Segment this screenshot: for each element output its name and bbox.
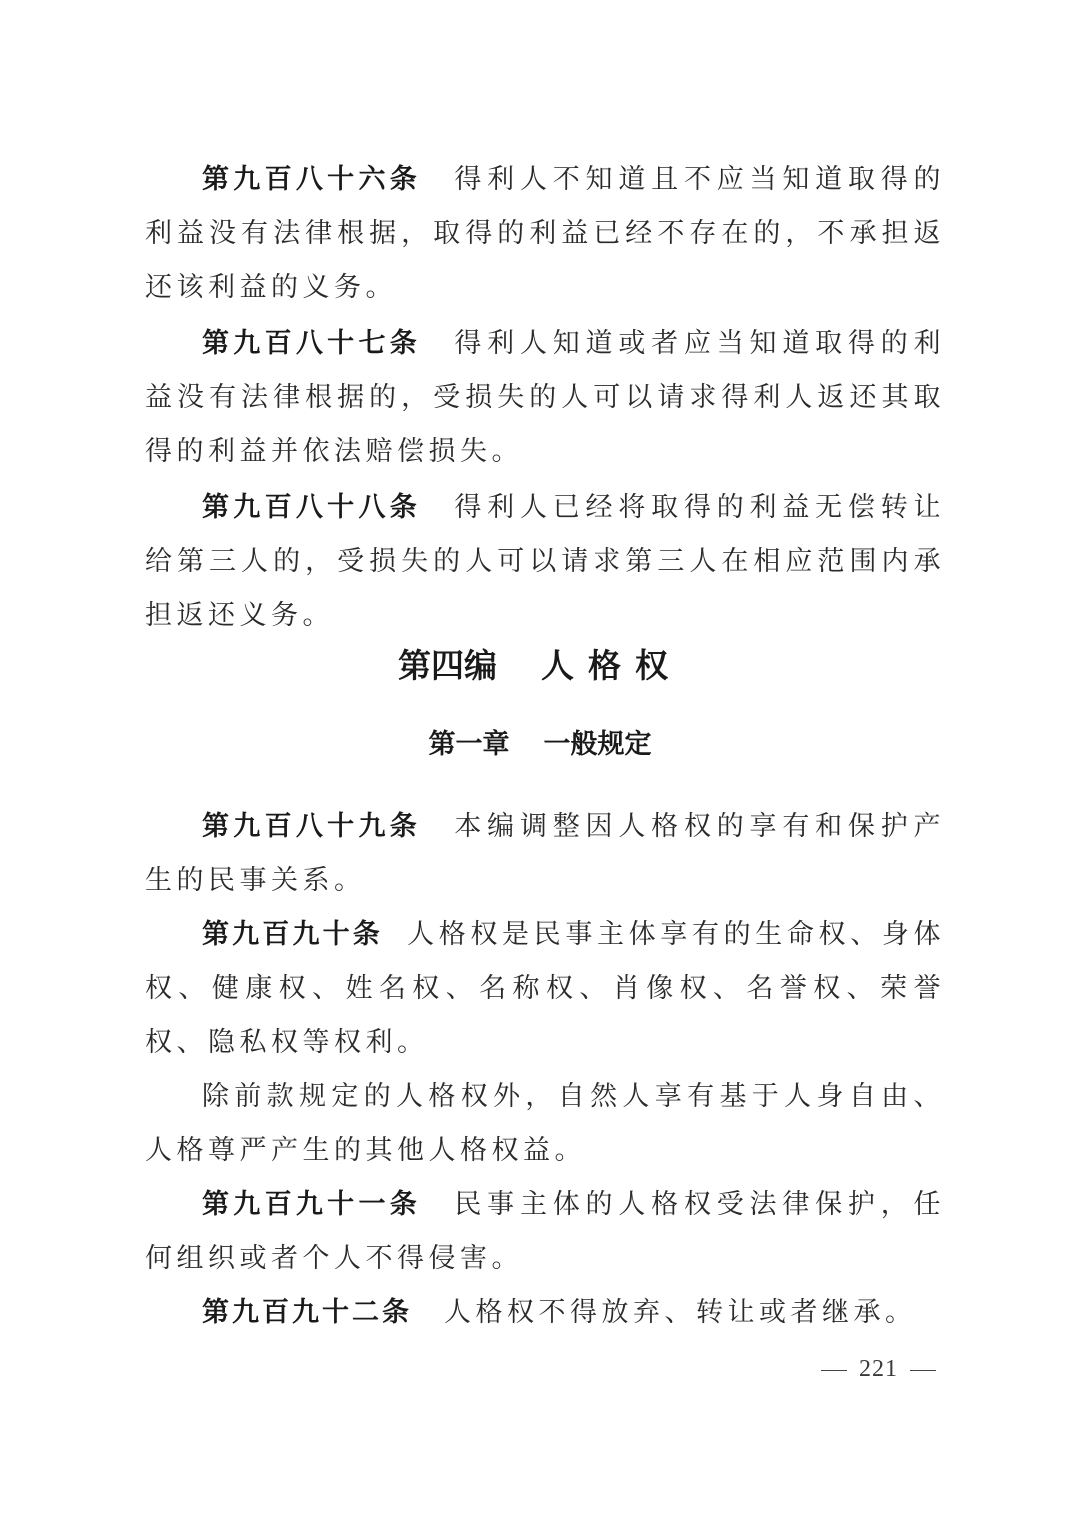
chapter-label: 第一章 — [428, 729, 510, 760]
article-991 — [145, 1178, 945, 1286]
article-992 — [145, 1286, 945, 1340]
page-number-value: 221 — [859, 1356, 898, 1382]
part-label: 第四编 — [398, 646, 497, 685]
article-988 — [145, 481, 945, 643]
article-990 — [145, 908, 945, 1070]
article-989 — [145, 800, 945, 908]
article-text: 得利人已经将取得的利益无偿转让给第三人的，受损失的人可以请求第三人在相应范围内承担返还义务。 — [145, 492, 946, 631]
articles-top — [145, 153, 945, 643]
article-number: 第九百九十条 — [202, 919, 383, 950]
article-number: 第九百八十九条 — [202, 811, 422, 842]
article-text: 人格权不得放弃、转让或者继承。 — [444, 1297, 917, 1328]
article-text: 得利人不知道且不应当知道取得的利益没有法律根据，取得的利益已经不存在的，不承担返还该利益的义务。 — [145, 164, 946, 303]
article-text: 本编调整因人格权的享有和保护产生的民事关系。 — [145, 811, 946, 896]
article-number: 第九百八十八条 — [202, 492, 422, 523]
article-986 — [145, 153, 945, 315]
article-text: 民事主体的人格权受法律保护，任何组织或者个人不得侵害。 — [145, 1189, 946, 1274]
part-title: 人格权 — [541, 646, 682, 685]
dash-right — [910, 1370, 936, 1371]
article-number: 第九百九十一条 — [202, 1189, 422, 1220]
dash-left — [821, 1370, 847, 1371]
article-990-paragraph-2: 除前款规定的人格权外，自然人享有基于人身自由、人格尊严产生的其他人格权益。 — [145, 1081, 945, 1166]
article-text: 人格权是民事主体享有的生命权、身体权、健康权、姓名权、名称权、肖像权、名誉权、荣誉权、隐私权等权利。 — [145, 919, 946, 1058]
article-number: 第九百八十七条 — [202, 328, 422, 359]
chapter-title: 一般规定 — [543, 729, 652, 760]
page-number — [809, 1352, 948, 1386]
article-number: 第九百九十二条 — [202, 1297, 412, 1328]
article-987 — [145, 317, 945, 479]
article-text: 得利人知道或者应当知道取得的利益没有法律根据的，受损失的人可以请求得利人返还其取得的利益并依法赔偿损失。 — [145, 328, 946, 467]
part-heading — [0, 636, 1080, 696]
article-number: 第九百八十六条 — [202, 164, 422, 195]
articles-bottom — [145, 800, 945, 1340]
chapter-heading — [0, 718, 1080, 772]
